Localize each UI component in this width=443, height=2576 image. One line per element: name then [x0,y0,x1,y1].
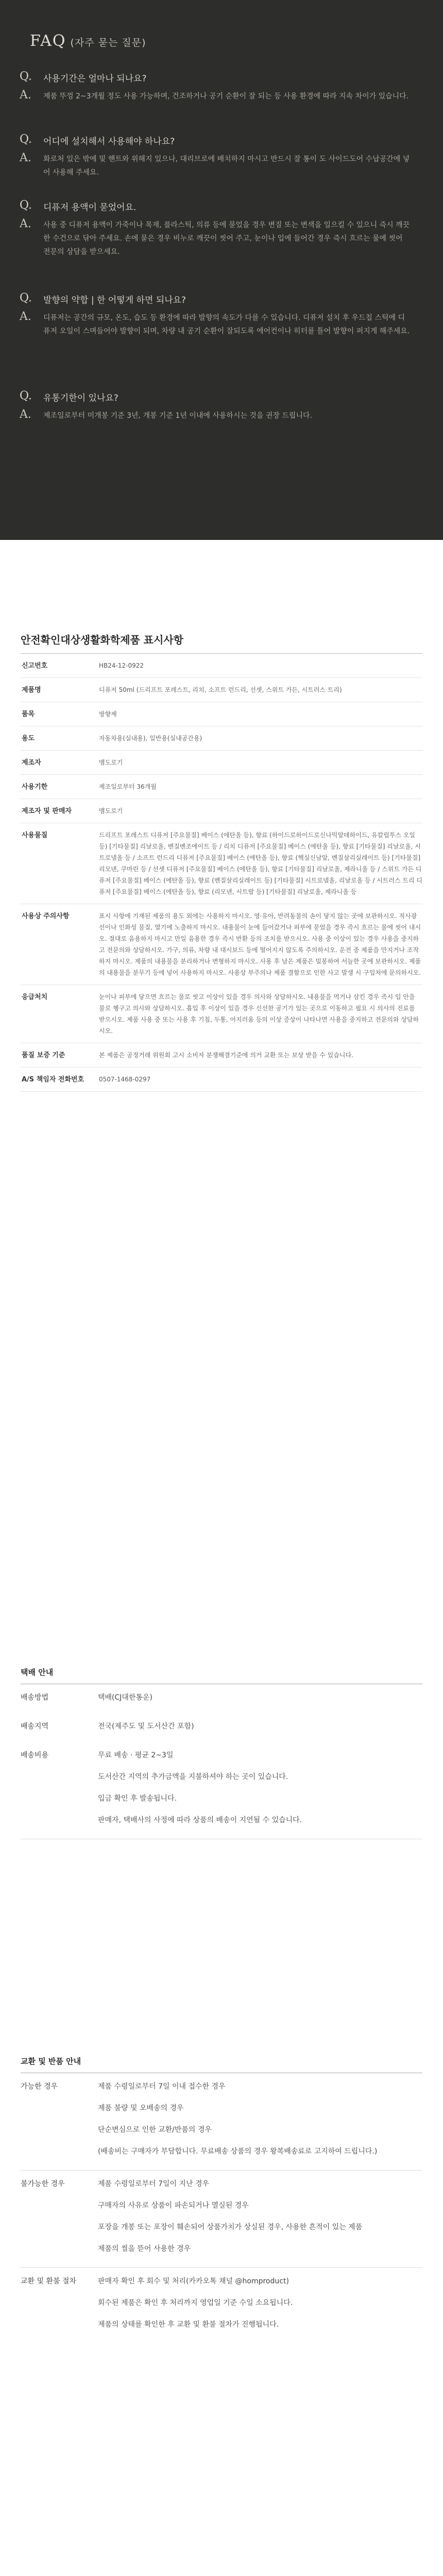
exchange-value: (배송비는 구매자가 부담합니다. 무료배송 상품의 경우 왕복배송료로 고지하여 드립니다.) [98,2147,378,2156]
exchange-value: 단순변심으로 인한 교환/반품의 경우 [98,2126,212,2134]
shipping-value: 무료 배송 · 평균 2~3일 [98,1751,174,1759]
notice-value: 디퓨저 50ml (드리프트 포레스트, 리치, 소프트 런드리, 선셋, 스위트 가든, 시트러스 트리) [99,686,342,693]
shipping-group [21,1684,422,1839]
notice-label: 용도 [22,735,35,742]
notice-row [21,678,422,702]
exchange-label: 가능한 경우 [21,2082,58,2091]
notice-label: 제품명 [22,686,41,694]
notice-label: 신고번호 [22,662,48,670]
notice-label: 사용기한 [22,783,48,791]
shipping-row [21,1684,422,1713]
exchange-value: 제품 불량 및 오배송의 경우 [98,2104,184,2112]
notice-row [21,1067,422,1092]
question-marker: Q. [20,292,32,304]
shipping-row [21,1713,422,1742]
answer-marker: A. [20,310,31,323]
faq-question: 디퓨저 용액이 묻었어요. [43,202,137,213]
exchange-row [21,2171,422,2264]
notice-row [21,823,422,904]
notice-label: 사용물질 [22,832,48,839]
question-marker: Q. [20,389,32,402]
faq-answer: 제조일로부터 미개봉 기준 3년, 개봉 기준 1년 이내에 사용하시는 것을 권장 드립니다. [43,412,312,420]
answer-marker: A. [20,89,31,101]
notice-value: 맴도로기 [99,807,123,815]
exchange-group [21,2073,422,2171]
faq-answer: 사용 중 디퓨저 용액이 가죽이나 목재, 플라스틱, 의류 등에 묻었을 경우 변질 또는 변색을 일으킬 수 있으니 즉시 깨끗한 수건으로 닦아 주세요. 손에 묻은 경우 비누로 깨끗이 씻어 주고, 눈이나 입에 들어간 경우 즉시 흐르는 물에 씻어 전문의 상담을 받으세요. [43,221,410,256]
shipping-value: 택배(CJ대한통운) [98,1693,152,1702]
faq-subtitle: (자주 묻는 질문) [70,37,146,48]
notice-value: 표시 사항에 기재된 제품의 용도 외에는 사용하지 마시오. 영·유아, 반려동물의 손이 닿지 않는 곳에 보관하시오. 직사광선이나 인화성 물질, 열기에 노출하지 마시오. 내용물이 눈에 들어갔거나 피부에 묻었을 경우 즉시 흐르는 물에 씻어 내시오. 절대로 음용하지 마시고 만일 음용한 경우 즉시 반환 등의 조치를 받으시오. 사용 중 이상이 있는 경우 사용을 중지하고 전문의와 상담하시오. 가구, 의류, 차량 내 대시보드 등에 떨어지지 않도록 주의하시오. 운전 중 제품을 만지거나 조작하지 마시오. 제품의 내용물을 분리하거나 변형하지 마시오. 사용 후 남은 제품은 밀봉하여 서늘한 곳에 보관하시오. 제품의 내용물을 분무기 등에 넣어 사용하지 마시오. 사용상 부주의나 제품 결함으로 인한 사고 발생 시 구입처에 문의하시오. [99,912,421,976]
shipping-value: 전국(제주도 및 도서산간 포함) [98,1722,194,1731]
faq-answer: 제품 뚜껑 2~3개월 정도 사용 가능하며, 건조하거나 공기 순환이 잘 되는 등 사용 환경에 따라 지속 차이가 있습니다. [43,92,409,100]
notice-row [21,702,422,726]
notice-row [21,904,422,985]
notice-row [21,1043,422,1067]
exchange-row [21,2268,422,2340]
notice-value: 방향제 [99,710,117,718]
notice-value: 본 제품은 공정거래 위원회 고시 소비자 분쟁해결기준에 의거 교환 또는 보상 받을 수 있습니다. [99,1052,353,1059]
faq-title: FAQ (자주 묻는 질문) [30,32,146,50]
notice-label: 제조자 [22,759,41,767]
exchange-group [21,2171,422,2268]
exchange-value: 제품 수령일로부터 7일 이내 접수한 경우 [98,2082,226,2091]
exchange-value: 제품 수령일로부터 7일이 지난 경우 [98,2180,210,2188]
faq-item [20,72,411,103]
notice-title: 안전확인대상생활화학제품 표시사항 [21,634,184,646]
faq-question: 발향의 약합 | 한 어떻게 하면 되나요? [43,295,186,306]
notice-label: 제조자 및 판매자 [22,807,72,815]
answer-marker: A. [20,151,31,164]
exchange-label: 불가능한 경우 [21,2180,65,2188]
exchange-section [21,2056,422,2343]
notice-row [21,726,422,751]
notice-row [21,799,422,823]
notice-value: 자동차용(실내용), 일반용(실내공간용) [99,735,202,742]
answer-marker: A. [20,217,31,230]
shipping-section [21,1667,422,1839]
exchange-value: 포장을 개봉 또는 포장이 훼손되어 상품가치가 상실된 경우, 사용한 흔적이 있는 제품 [98,2223,363,2231]
notice-value: HB24-12-0922 [99,662,144,669]
answer-marker: A. [20,408,31,421]
faq-question: 유통기한이 있나요? [43,393,118,403]
notice-row [21,775,422,799]
exchange-row [21,2073,422,2167]
shipping-value: 입금 확인 후 발송됩니다. [98,1794,177,1803]
faq-item [20,389,411,422]
exchange-value: 회수된 제품은 확인 후 처리까지 영업일 기준 수일 소요됩니다. [98,2299,293,2307]
shipping-row [21,1742,422,1836]
faq-question: 어디에 설치해서 사용해야 하나요? [43,137,175,147]
shipping-label: 배송지역 [21,1722,49,1731]
question-marker: Q. [20,70,32,83]
notice-table [21,653,422,1092]
exchange-title: 교환 및 반품 안내 [21,2056,422,2073]
notice-label: 품목 [22,710,35,718]
faq-answer: 디퓨저는 공간의 규모, 온도, 습도 등 환경에 따라 발향의 속도가 다를 수 있습니다. 디퓨저 설치 후 우드칩 스틱에 디퓨저 오일이 스며들어야 발향이 되며, 차량 내 공기 순환이 잘되도록 에어컨이나 히터를 틀어 발향이 퍼지게 해주세요. [43,314,410,335]
exchange-value: 제품의 씰을 뜯어 사용한 경우 [98,2245,191,2253]
faq-item [20,201,411,259]
question-marker: Q. [20,133,32,146]
exchange-value: 제품의 상태를 확인한 후 교환 및 환불 절차가 진행됩니다. [98,2320,279,2329]
notice-label: 사용상 주의사항 [22,912,70,920]
notice-row [21,751,422,775]
exchange-label: 교환 및 환불 절차 [21,2277,77,2285]
notice-label: 품질 보증 기준 [22,1052,65,1059]
notice-value: 0507-1468-0297 [99,1076,151,1083]
faq-item [20,294,411,338]
shipping-title: 택배 안내 [21,1667,422,1684]
notice-row [21,985,422,1043]
exchange-value: 구매자의 사유로 상품이 파손되거나 멸실된 경우 [98,2201,249,2210]
question-marker: Q. [20,199,32,212]
notice-label: A/S 책임자 전화번호 [22,1076,84,1083]
shipping-label: 배송방법 [21,1693,49,1702]
notice-value: 제조일로부터 36개월 [99,783,157,790]
shipping-label: 배송비용 [21,1751,49,1759]
shipping-value: 판매자, 택배사의 사정에 따라 상품의 배송이 지연될 수 있습니다. [98,1816,302,1824]
faq-question: 사용기간은 얼마나 되나요? [43,74,147,84]
faq-section [0,0,443,540]
notice-value: 눈이나 피부에 닿으면 흐르는 물로 씻고 이상이 있을 경우 의사와 상담하시오. 내용물을 먹거나 삼킨 경우 즉시 입 안을 물로 헹구고 의사와 상담하시오. 흡입 후 이상이 있을 경우 신선한 공기가 있는 곳으로 이동하고 필요 시 의사의 진료를 받으시오. 제품 사용 중 또는 사용 후 기침, 두통, 어지러움 등의 이상 증상이 나타나면 사용을 중지하고 전문의와 상담하시오. [99,993,419,1035]
exchange-value: 판매자 확인 후 회수 및 처리(카카오톡 채널 @homproduct) [98,2277,289,2285]
shipping-value: 도서산간 지역의 추가금액을 지불하셔야 하는 곳이 있습니다. [98,1773,288,1781]
faq-answer: 화로처 있은 밖에 및 핸트와 위해지 있으나, 대리브로에 배치하지 마시고 반드시 잘 통이 도 사이드도어 수납공간에 넣어 사용해 주세요. [43,155,410,177]
exchange-group [21,2268,422,2343]
notice-value: 드리프트 포레스트 디퓨저 [주요물질] 베이스 (에탄올 등), 향료 (하이드로하이드로신나믹알데하이드, 유칼립투스 오일 등) [기타물질] 리날로올, 벤질벤조에이트 등 / 리치 디퓨저 [주요물질] 베이스 (에탄올 등), 향료 [기타물질] 리날로올, 시트로넬올 등 / 소프트 런드리 디퓨저 [주요물질] 베이스 (에탄올 등), 향료 (헥실신남알, 벤질살리실레이트 등) [기타물질] 리모넨, 쿠마린 등 / 선셋 디퓨저 [주요물질] 베이스 (에탄올 등), 향료 [기타물질] 리날로올, 제라니올 등 / 스위트 가든 디퓨저 [주요물질] 베이스 (에탄올 등), 향료 (벤질살리실레이트 등) [기타물질] 시트로넬올, 리날로올 등 / 시트러스 트리 디퓨저 [주요물질] 베이스 (에탄올 등), 향료 (리모넨, 시트랄 등) [기타물질] 리날로올, 제라니올 등 [99,832,422,895]
notice-value: 맴도로기 [99,759,123,766]
faq-item [20,135,411,179]
notice-row [21,654,422,678]
notice-label: 응급처치 [22,993,48,1001]
